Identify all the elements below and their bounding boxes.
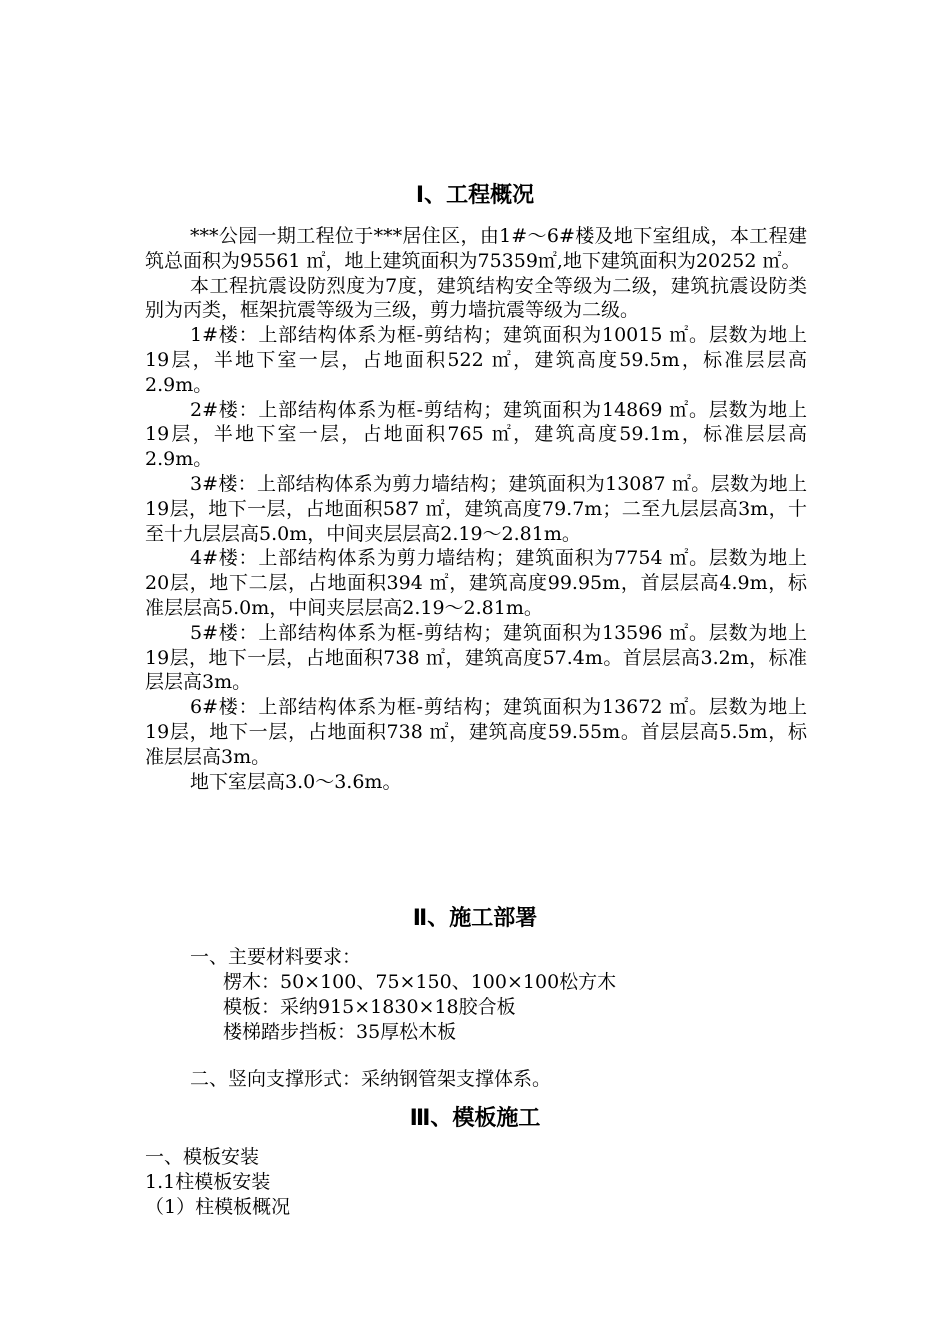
overview-body [145, 224, 807, 794]
section-title-deployment: Ⅱ、施工部署 [412, 906, 538, 931]
formwork-heading-3: （1）柱模板概况 [145, 1196, 291, 1218]
material-item: 楼梯踏步挡板：35厚松木板 [223, 1021, 457, 1043]
material-item: 楞木：50×100、75×150、100×100松方木 [223, 971, 617, 993]
building-5-paragraph: 5#楼：上部结构体系为框-剪结构；建筑面积为13596 ㎡。层数为地上19层，地下一层，占地面积738 ㎡，建筑高度57.4m。首层层高3.2m，标准层层高3m。 [145, 621, 807, 694]
support-form: 二、竖向支撑形式：采纳钢管架支撑体系。 [190, 1068, 552, 1090]
overview-paragraph: 本工程抗震设防烈度为7度，建筑结构安全等级为二级，建筑抗震设防类别为丙类，框架抗震等级为三级，剪力墙抗震等级为二级。 [145, 274, 807, 322]
building-6-paragraph: 6#楼：上部结构体系为框-剪结构；建筑面积为13672 ㎡。层数为地上19层，地下一层，占地面积738 ㎡，建筑高度59.55m。首层层高5.5m，标准层层高3m。 [145, 696, 807, 768]
materials-heading: 一、主要材料要求： [190, 946, 362, 968]
section-title-overview: Ⅰ、工程概况 [415, 183, 535, 208]
formwork-heading-1: 一、模板安装 [145, 1146, 260, 1168]
basement-paragraph: 地下室层高3.0～3.6m。 [190, 770, 402, 793]
formwork-body [145, 1145, 807, 1220]
building-3-paragraph: 3#楼：上部结构体系为剪力墙结构；建筑面积为13087 ㎡。层数为地上19层，地下一层，占地面积587 ㎡，建筑高度79.7m；二至九层层高3m，十至十九层层高5.0m，中间夹层层高2.19～2.81m。 [145, 472, 807, 545]
spacer [145, 1045, 807, 1067]
deployment-body [145, 945, 807, 1092]
section-title-formwork: Ⅲ、模板施工 [409, 1106, 541, 1131]
overview-paragraph: ***公园一期工程位于***居住区，由1#～6#楼及地下室组成，本工程建筑总面积为95561 ㎡，地上建筑面积为75359㎡,地下建筑面积为20252 ㎡。 [145, 225, 807, 272]
material-item: 模板：采纳915×1830×18胶合板 [223, 996, 516, 1018]
building-4-paragraph: 4#楼：上部结构体系为剪力墙结构；建筑面积为7754 ㎡。层数为地上20层，地下二层，占地面积394 ㎡，建筑高度99.95m，首层层高4.9m，标准层层高5.0m，中间夹层层高2.19～2.81m。 [145, 547, 807, 619]
formwork-heading-2: 1.1柱模板安装 [145, 1171, 271, 1193]
building-2-paragraph: 2#楼：上部结构体系为框-剪结构；建筑面积为14869 ㎡。层数为地上19层，半地下室一层，占地面积765 ㎡，建筑高度59.1m，标准层层高2.9m。 [145, 398, 807, 471]
building-1-paragraph: 1#楼：上部结构体系为框-剪结构；建筑面积为10015 ㎡。层数为地上19层，半地下室一层，占地面积522 ㎡，建筑高度59.5m，标准层层高2.9m。 [145, 324, 807, 396]
